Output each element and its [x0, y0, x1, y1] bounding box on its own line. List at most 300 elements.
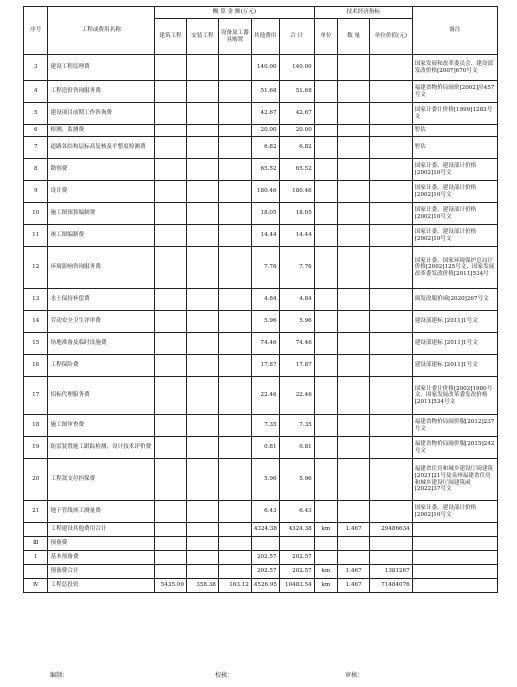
row-equip — [218, 501, 251, 523]
reviewer-label: 审核： — [345, 672, 364, 679]
row-install — [186, 437, 218, 459]
row-unit — [314, 203, 337, 225]
row-remark: 暂估 — [412, 125, 497, 137]
row-unit — [314, 501, 337, 523]
row-install — [186, 181, 218, 203]
table-row — [24, 333, 498, 355]
table-row — [24, 103, 498, 125]
row-unit — [314, 159, 337, 181]
row-equip — [218, 225, 251, 247]
row-qty — [338, 333, 370, 355]
row-name: 工程总投资 — [48, 579, 155, 593]
table-row — [24, 523, 498, 537]
row-build — [154, 55, 186, 81]
row-total: 10483.54 — [279, 579, 314, 593]
row-equip — [218, 355, 251, 377]
row-remark: 国家计委计价格[1999]1283号文 — [412, 103, 497, 125]
row-total: 6.43 — [279, 501, 314, 523]
row-seq: 19 — [24, 437, 48, 459]
row-seq: 9 — [24, 181, 48, 203]
row-qty — [338, 415, 370, 437]
row-unit: km — [314, 579, 337, 593]
row-name: 建设工程监理费 — [48, 55, 155, 81]
row-other: 4526.95 — [251, 579, 279, 593]
col-remark: 备注 — [412, 7, 497, 55]
row-build — [154, 203, 186, 225]
row-qty — [338, 203, 370, 225]
row-build — [154, 103, 186, 125]
row-unit — [314, 55, 337, 81]
table-row — [24, 159, 498, 181]
row-equip — [218, 311, 251, 333]
row-install — [186, 565, 218, 579]
row-other: 51.68 — [251, 81, 279, 103]
col-qty: 数 量 — [338, 19, 370, 55]
row-seq: 7 — [24, 137, 48, 159]
row-seq: 6 — [24, 125, 48, 137]
row-install — [186, 103, 218, 125]
row-qty — [338, 181, 370, 203]
row-name: 基本预备费 — [48, 551, 155, 565]
row-qty — [338, 137, 370, 159]
row-build — [154, 137, 186, 159]
row-install — [186, 501, 218, 523]
row-equip — [218, 137, 251, 159]
row-price — [370, 55, 413, 81]
row-name: 工程保险费 — [48, 355, 155, 377]
row-qty — [338, 247, 370, 289]
row-install — [186, 537, 218, 551]
row-name: 道路各结构层标高复核及平整度检测费 — [48, 137, 155, 159]
row-qty — [338, 501, 370, 523]
row-seq: 4 — [24, 81, 48, 103]
row-build — [154, 333, 186, 355]
row-equip — [218, 103, 251, 125]
row-remark: 福建省物价局闽价服[2012]237号文 — [412, 415, 497, 437]
row-build — [154, 225, 186, 247]
row-other: 65.52 — [251, 159, 279, 181]
row-seq: 21 — [24, 501, 48, 523]
row-seq — [24, 523, 48, 537]
row-install — [186, 551, 218, 565]
table-row — [24, 459, 498, 501]
row-qty — [338, 311, 370, 333]
row-build — [154, 125, 186, 137]
row-remark: 建设部建标 [2011]1号文 — [412, 333, 497, 355]
row-name: 工程造价咨询服务费 — [48, 81, 155, 103]
row-total: 18.05 — [279, 203, 314, 225]
row-other — [251, 537, 279, 551]
col-budget-group: 概 算 金 额(万元) — [154, 7, 314, 19]
row-remark: 国家计委、建设部计价格[2002]10号文 — [412, 159, 497, 181]
row-build — [154, 247, 186, 289]
row-qty — [338, 355, 370, 377]
row-unit — [314, 289, 337, 311]
row-other: 42.67 — [251, 103, 279, 125]
row-install — [186, 415, 218, 437]
table-row — [24, 55, 498, 81]
row-qty — [338, 437, 370, 459]
row-equip — [218, 459, 251, 501]
row-seq: Ⅳ — [24, 579, 48, 593]
row-other: 14.44 — [251, 225, 279, 247]
row-total: 0.81 — [279, 437, 314, 459]
row-remark: 闽发改服价函[2020]267号文 — [412, 289, 497, 311]
row-price — [370, 159, 413, 181]
row-other: 20.00 — [251, 125, 279, 137]
row-total: 7.76 — [279, 247, 314, 289]
row-other: 74.46 — [251, 333, 279, 355]
row-total: 6.82 — [279, 137, 314, 159]
row-seq: 15 — [24, 333, 48, 355]
row-unit: km — [314, 523, 337, 537]
row-qty — [338, 225, 370, 247]
row-build — [154, 565, 186, 579]
row-total: 51.68 — [279, 81, 314, 103]
row-unit — [314, 551, 337, 565]
row-other: 18.05 — [251, 203, 279, 225]
row-equip — [218, 437, 251, 459]
row-equip — [218, 551, 251, 565]
row-total: 20.00 — [279, 125, 314, 137]
col-total: 合 计 — [279, 19, 314, 55]
compiler-label: 编制： — [50, 672, 69, 679]
row-price — [370, 537, 413, 551]
row-seq: 17 — [24, 377, 48, 415]
row-remark: 福建省物价局闽价服[2015]242号文 — [412, 437, 497, 459]
row-unit — [314, 355, 337, 377]
row-qty — [338, 125, 370, 137]
row-total — [279, 537, 314, 551]
row-install — [186, 159, 218, 181]
row-other: 202.57 — [251, 551, 279, 565]
table-row — [24, 377, 498, 415]
table-row — [24, 565, 498, 579]
row-unit — [314, 537, 337, 551]
row-build — [154, 551, 186, 565]
row-remark: 福建省物价局闽价[2002]房457号文 — [412, 81, 497, 103]
row-total: 14.44 — [279, 225, 314, 247]
row-equip — [218, 81, 251, 103]
row-install — [186, 81, 218, 103]
row-unit — [314, 125, 337, 137]
row-equip — [218, 289, 251, 311]
row-remark: 国家计委、建设部计价格[2002]10号文 — [412, 501, 497, 523]
row-install — [186, 311, 218, 333]
row-build — [154, 289, 186, 311]
row-qty — [338, 377, 370, 415]
row-seq — [24, 565, 48, 579]
row-remark: 国家计委、建设部计价格[2002]10号文 — [412, 181, 497, 203]
row-install — [186, 333, 218, 355]
table-row — [24, 181, 498, 203]
row-remark: 建设部建标 [2011]1号文 — [412, 355, 497, 377]
row-price — [370, 289, 413, 311]
table-header — [24, 7, 498, 55]
row-qty — [338, 537, 370, 551]
row-qty — [338, 551, 370, 565]
col-name: 工程或费用名称 — [48, 7, 155, 55]
row-total: 7.35 — [279, 415, 314, 437]
row-name: 地下管线竣工测量费 — [48, 501, 155, 523]
row-other: 180.46 — [251, 181, 279, 203]
row-total: 5.96 — [279, 311, 314, 333]
row-name: 场地准备及临时设施费 — [48, 333, 155, 355]
row-build — [154, 311, 186, 333]
table-row — [24, 551, 498, 565]
row-qty — [338, 55, 370, 81]
row-unit — [314, 437, 337, 459]
col-price: 单位价值(元) — [370, 19, 413, 55]
row-remark: 国家计委计价格[2002]1980号文、国家发展改革委发改价格[2011]534号文 — [412, 377, 497, 415]
row-install — [186, 377, 218, 415]
table-row — [24, 415, 498, 437]
row-install — [186, 247, 218, 289]
row-install — [186, 55, 218, 81]
row-remark: 建设部建标 [2011]1号文 — [412, 311, 497, 333]
row-unit — [314, 311, 337, 333]
budget-table — [23, 6, 498, 593]
row-build — [154, 377, 186, 415]
row-unit: km — [314, 565, 337, 579]
row-price — [370, 137, 413, 159]
row-name: 预备费合计 — [48, 565, 155, 579]
row-total: 65.52 — [279, 159, 314, 181]
row-equip — [218, 415, 251, 437]
row-price — [370, 355, 413, 377]
row-price — [370, 415, 413, 437]
row-unit — [314, 181, 337, 203]
row-qty — [338, 81, 370, 103]
row-remark — [412, 523, 497, 537]
col-other: 其他费用 — [251, 19, 279, 55]
row-unit — [314, 81, 337, 103]
row-other: 5.96 — [251, 311, 279, 333]
row-seq: 13 — [24, 289, 48, 311]
table-row — [24, 125, 498, 137]
row-unit — [314, 103, 337, 125]
row-seq: 5 — [24, 103, 48, 125]
row-equip — [218, 203, 251, 225]
row-build — [154, 437, 186, 459]
row-install — [186, 355, 218, 377]
row-price — [370, 103, 413, 125]
row-qty — [338, 159, 370, 181]
row-other: 17.87 — [251, 355, 279, 377]
row-price: 29486634 — [370, 523, 413, 537]
row-build: 5435.09 — [154, 579, 186, 593]
row-install — [186, 459, 218, 501]
row-install — [186, 203, 218, 225]
row-equip — [218, 247, 251, 289]
row-total: 74.46 — [279, 333, 314, 355]
row-price — [370, 333, 413, 355]
table-row — [24, 355, 498, 377]
row-build — [154, 415, 186, 437]
row-name: 建设项目前期工作咨询费 — [48, 103, 155, 125]
table-row — [24, 537, 498, 551]
row-seq: 16 — [24, 355, 48, 377]
row-name: 施工图预算编制费 — [48, 203, 155, 225]
row-remark — [412, 551, 497, 565]
row-other: 22.46 — [251, 377, 279, 415]
table-row — [24, 501, 498, 523]
row-build — [154, 459, 186, 501]
row-name: 劳动安全卫生评审费 — [48, 311, 155, 333]
row-install — [186, 225, 218, 247]
row-build — [154, 181, 186, 203]
row-qty: 1.467 — [338, 565, 370, 579]
row-equip — [218, 181, 251, 203]
row-price — [370, 81, 413, 103]
col-equip: 设备及工器具购置 — [218, 19, 251, 55]
row-unit — [314, 247, 337, 289]
row-equip — [218, 125, 251, 137]
row-equip — [218, 523, 251, 537]
row-remark: 福建省住房和城乡建设厅闽建筑[2021]21号及泉州福建省住房和城乡建设厅闽建筑函[2022]37号文 — [412, 459, 497, 501]
row-name: 工程建设其他费用合计 — [48, 523, 155, 537]
row-install — [186, 137, 218, 159]
row-price — [370, 437, 413, 459]
row-name: 环境影响咨询服务费 — [48, 247, 155, 289]
row-total: 180.46 — [279, 181, 314, 203]
row-remark: 国家计委、建设部计价格[2002]10号文 — [412, 225, 497, 247]
row-price — [370, 125, 413, 137]
row-name: 防雷装置施工跟踪检测、设计技术评价费 — [48, 437, 155, 459]
row-total: 202.57 — [279, 565, 314, 579]
col-build: 建筑工程 — [154, 19, 186, 55]
row-other: 140.00 — [251, 55, 279, 81]
row-install — [186, 125, 218, 137]
table-row — [24, 579, 498, 593]
row-other: 6.82 — [251, 137, 279, 159]
row-name: 检测、监测费 — [48, 125, 155, 137]
row-seq: 20 — [24, 459, 48, 501]
row-equip: 163.12 — [218, 579, 251, 593]
row-equip — [218, 333, 251, 355]
row-remark — [412, 579, 497, 593]
row-build — [154, 159, 186, 181]
row-other: 4324.38 — [251, 523, 279, 537]
row-seq: 12 — [24, 247, 48, 289]
row-name: 施工图审查费 — [48, 415, 155, 437]
row-total: 202.57 — [279, 551, 314, 565]
row-qty: 1.467 — [338, 523, 370, 537]
row-seq: 11 — [24, 225, 48, 247]
row-equip — [218, 565, 251, 579]
table-body — [24, 55, 498, 593]
row-qty — [338, 459, 370, 501]
row-other: 202.57 — [251, 565, 279, 579]
row-build — [154, 355, 186, 377]
row-total: 4324.38 — [279, 523, 314, 537]
checker-label: 校核： — [215, 672, 234, 679]
row-build — [154, 537, 186, 551]
row-name: 工程款支付担保费 — [48, 459, 155, 501]
row-other: 7.35 — [251, 415, 279, 437]
row-name: 设计费 — [48, 181, 155, 203]
table-row — [24, 289, 498, 311]
row-total: 17.87 — [279, 355, 314, 377]
row-qty — [338, 289, 370, 311]
row-price — [370, 225, 413, 247]
row-price — [370, 181, 413, 203]
row-total: 42.67 — [279, 103, 314, 125]
row-seq: 8 — [24, 159, 48, 181]
row-equip — [218, 55, 251, 81]
table-row — [24, 137, 498, 159]
row-seq: 1 — [24, 551, 48, 565]
row-install: 358.38 — [186, 579, 218, 593]
row-name: 勘察费 — [48, 159, 155, 181]
row-unit — [314, 137, 337, 159]
row-build — [154, 523, 186, 537]
row-total: 140.00 — [279, 55, 314, 81]
row-remark: 国家发展和改革委员会、建设部发改价格[2007]670号文 — [412, 55, 497, 81]
row-install — [186, 289, 218, 311]
row-equip — [218, 377, 251, 415]
row-total: 5.96 — [279, 459, 314, 501]
row-remark — [412, 537, 497, 551]
row-price — [370, 377, 413, 415]
row-other: 0.81 — [251, 437, 279, 459]
table-row — [24, 81, 498, 103]
row-seq: 3 — [24, 55, 48, 81]
row-price — [370, 551, 413, 565]
row-unit — [314, 459, 337, 501]
row-qty — [338, 103, 370, 125]
row-remark: 国家计委、建设部计价格[2002]10号文 — [412, 203, 497, 225]
row-other: 6.43 — [251, 501, 279, 523]
row-unit — [314, 377, 337, 415]
table-row — [24, 311, 498, 333]
row-price: 71484076 — [370, 579, 413, 593]
row-other: 7.76 — [251, 247, 279, 289]
row-seq: 18 — [24, 415, 48, 437]
row-other: 5.96 — [251, 459, 279, 501]
row-total: 4.84 — [279, 289, 314, 311]
col-unit: 单位 — [314, 19, 337, 55]
row-build — [154, 501, 186, 523]
row-remark: 国家计委、国家环境保护总局计价格[2002]125号文、国家发展改革委发改价格[2011]534号 — [412, 247, 497, 289]
row-equip — [218, 537, 251, 551]
table-row — [24, 247, 498, 289]
row-seq: Ⅲ — [24, 537, 48, 551]
table-row — [24, 437, 498, 459]
row-price — [370, 203, 413, 225]
row-name: 招标代理服务费 — [48, 377, 155, 415]
table-row — [24, 203, 498, 225]
row-price — [370, 311, 413, 333]
row-name: 水土保持补偿费 — [48, 289, 155, 311]
row-other: 4.84 — [251, 289, 279, 311]
table-row — [24, 225, 498, 247]
row-seq: 14 — [24, 311, 48, 333]
row-equip — [218, 159, 251, 181]
row-name: 预备费 — [48, 537, 155, 551]
row-unit — [314, 415, 337, 437]
row-install — [186, 523, 218, 537]
col-install: 安装工程 — [186, 19, 218, 55]
row-remark: 暂估 — [412, 137, 497, 159]
row-seq: 10 — [24, 203, 48, 225]
row-unit — [314, 225, 337, 247]
row-price — [370, 247, 413, 289]
row-name: 竣工图编制费 — [48, 225, 155, 247]
row-qty: 1.467 — [338, 579, 370, 593]
row-build — [154, 81, 186, 103]
row-total: 22.46 — [279, 377, 314, 415]
